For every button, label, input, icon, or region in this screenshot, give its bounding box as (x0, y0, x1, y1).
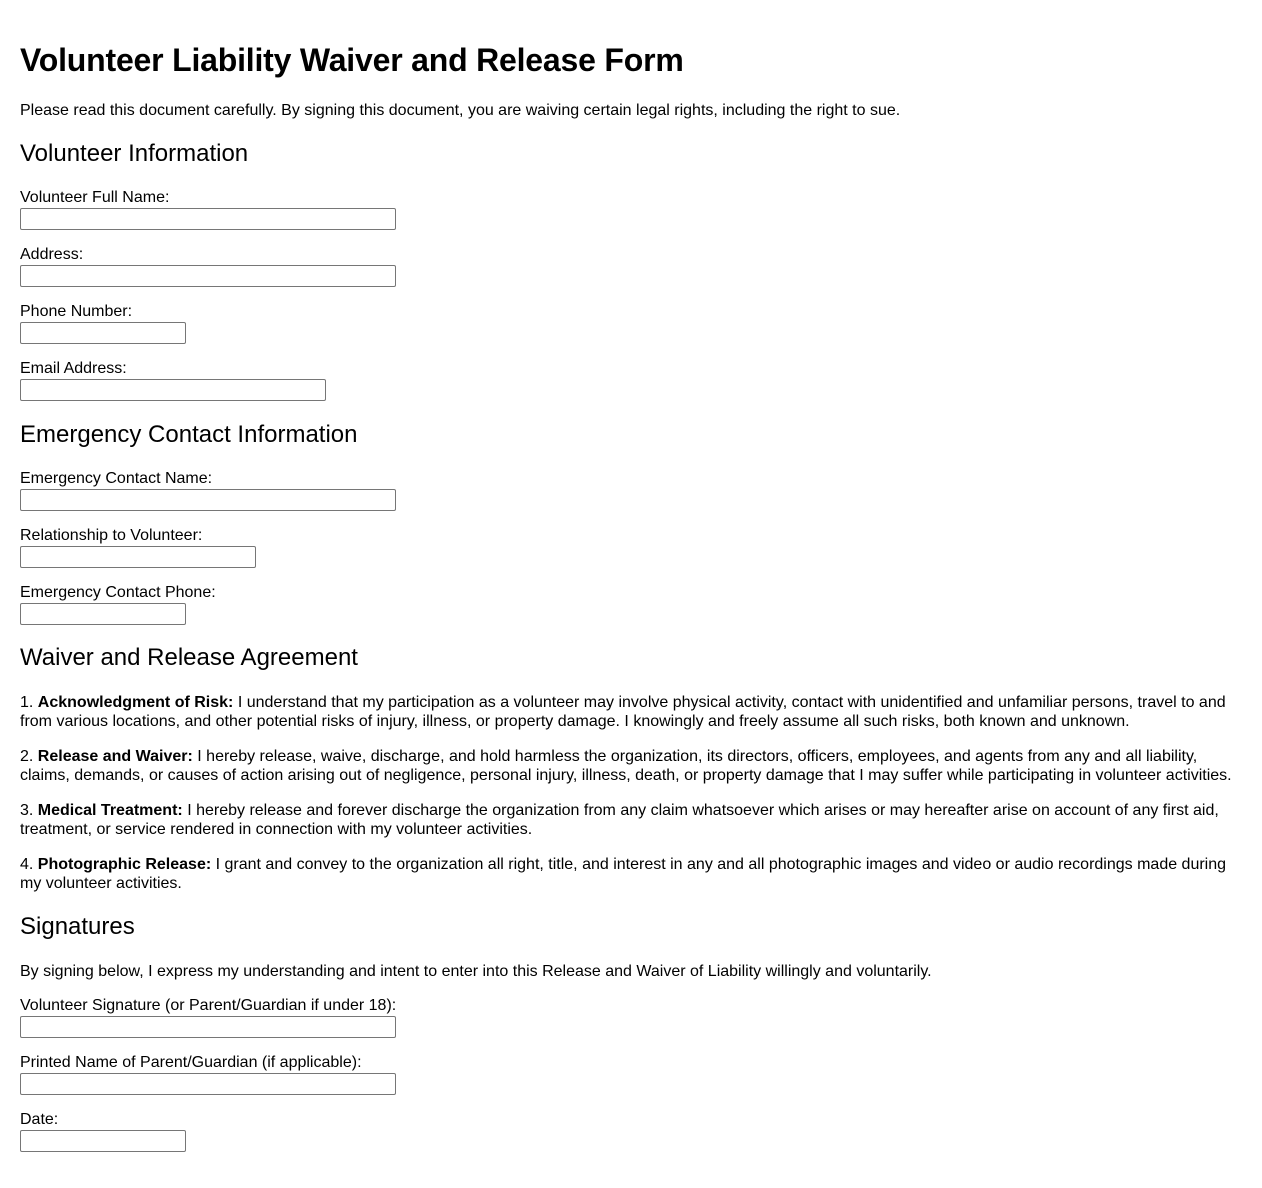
field-emergency-contact-name (20, 470, 396, 511)
date-label: Date: (20, 1111, 59, 1128)
phone-number-label: Phone Number: (20, 303, 133, 320)
section-heading-volunteer-info: Volunteer Information (20, 140, 249, 167)
page-title: Volunteer Liability Waiver and Release Form (20, 42, 684, 78)
clause-acknowledgment-of-risk (20, 693, 1242, 731)
clause-release-and-waiver (20, 747, 1242, 785)
clause-number: 3. (20, 802, 34, 819)
field-address (20, 246, 396, 287)
field-date (20, 1111, 186, 1152)
emergency-contact-phone-label: Emergency Contact Phone: (20, 584, 216, 601)
volunteer-full-name-label: Volunteer Full Name: (20, 189, 170, 206)
section-heading-emergency-contact: Emergency Contact Information (20, 421, 358, 448)
phone-number-input[interactable] (20, 322, 186, 344)
clause-title: Medical Treatment: (37, 802, 183, 819)
clause-title: Release and Waiver: (37, 748, 193, 765)
clause-title: Acknowledgment of Risk: (37, 694, 234, 711)
clause-text: I understand that my participation as a volunteer may involve physical activity, contact with unidentified and unfamiliar persons, travel to and from various locations, and other potential risks of injury, illness, or property damage. I knowingly and freely assume all such risks, both known and unknown. (20, 694, 1226, 730)
emergency-contact-phone-input[interactable] (20, 603, 186, 625)
relationship-input[interactable] (20, 546, 256, 568)
field-volunteer-full-name (20, 189, 396, 230)
address-label: Address: (20, 246, 84, 263)
section-heading-signatures: Signatures (20, 913, 135, 940)
guardian-printed-name-label: Printed Name of Parent/Guardian (if applicable): (20, 1054, 362, 1071)
volunteer-signature-input[interactable] (20, 1016, 396, 1038)
clause-number: 1. (20, 694, 34, 711)
field-emergency-contact-phone (20, 584, 216, 625)
address-input[interactable] (20, 265, 396, 287)
field-email-address (20, 360, 326, 401)
volunteer-full-name-input[interactable] (20, 208, 396, 230)
date-input[interactable] (20, 1130, 186, 1152)
guardian-printed-name-input[interactable] (20, 1073, 396, 1095)
relationship-label: Relationship to Volunteer: (20, 527, 203, 544)
clause-number: 2. (20, 748, 34, 765)
clause-number: 4. (20, 856, 34, 873)
signatures-intro-text: By signing below, I express my understanding and intent to enter into this Release and Waiver of Liability willingly and voluntarily. (20, 963, 932, 980)
section-heading-agreement: Waiver and Release Agreement (20, 644, 358, 671)
field-guardian-printed-name (20, 1054, 396, 1095)
intro-text: Please read this document carefully. By signing this document, you are waiving certain legal rights, including the right to sue. (20, 102, 901, 119)
email-address-label: Email Address: (20, 360, 127, 377)
field-volunteer-signature (20, 997, 396, 1038)
email-address-input[interactable] (20, 379, 326, 401)
field-phone-number (20, 303, 186, 344)
volunteer-signature-label: Volunteer Signature (or Parent/Guardian if under 18): (20, 997, 397, 1014)
clause-text: I hereby release and forever discharge the organization from any claim whatsoever which arises or may hereafter arise on account of any first aid, treatment, or service rendered in connection with my volunteer activities. (20, 802, 1219, 838)
clause-text: I hereby release, waive, discharge, and hold harmless the organization, its directors, officers, employees, and agents from any and all liability, claims, demands, or causes of action arising out of negligence, personal injury, illness, death, or property damage that I may suffer while participating in volunteer activities. (20, 748, 1232, 784)
emergency-contact-name-input[interactable] (20, 489, 396, 511)
field-relationship (20, 527, 256, 568)
emergency-contact-name-label: Emergency Contact Name: (20, 470, 213, 487)
clause-text: I grant and convey to the organization all right, title, and interest in any and all photographic images and video or audio recordings made during my volunteer activities. (20, 856, 1227, 892)
clause-title: Photographic Release: (37, 856, 212, 873)
clause-medical-treatment (20, 801, 1242, 839)
clause-photographic-release (20, 855, 1242, 893)
